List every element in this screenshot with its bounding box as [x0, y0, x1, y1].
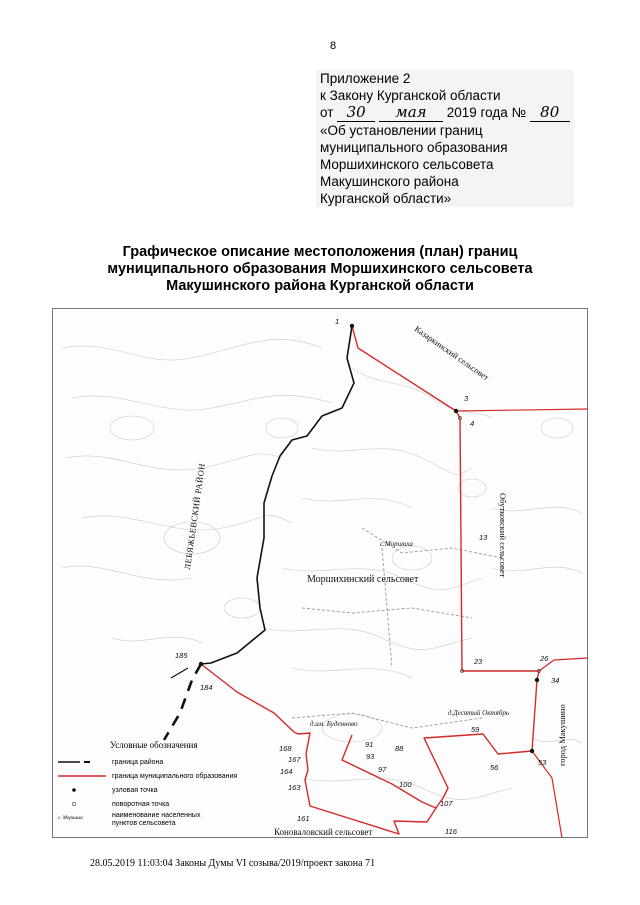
- point-53: 53: [538, 758, 547, 767]
- appendix-block: [316, 70, 574, 207]
- point-163: 163: [288, 783, 301, 792]
- legend-node-symbol: [72, 788, 76, 792]
- point-168: 168: [279, 744, 292, 753]
- footer-path: 28.05.2019 11:03:04 Законы Думы VI созыва/2019/проект закона 71: [90, 858, 376, 869]
- point-91: 91: [365, 740, 374, 749]
- date-prefix: от: [320, 105, 334, 120]
- legend-turn-label: поворотная точка: [112, 801, 170, 808]
- heading-line-2: муниципального образования Моршихинского сельсовета: [107, 261, 533, 277]
- legend-district-label: граница района: [112, 759, 164, 766]
- appendix-date-line: [320, 104, 570, 122]
- appendix-title: Приложение 2: [320, 71, 411, 86]
- label-kazarkinsky: Казаркинский сельсовет: [412, 323, 491, 383]
- point-3: 3: [464, 394, 469, 403]
- point-100: 100: [399, 780, 412, 789]
- node-1: [350, 324, 354, 328]
- heading-line-3: Макушинского района Курганской области: [166, 278, 474, 294]
- label-desyaty-oktyabr: д.Десятый Октябрь: [448, 709, 510, 717]
- date-day: 30: [346, 103, 366, 121]
- date-year: 2019 года №: [446, 105, 526, 120]
- document-heading: [40, 244, 600, 295]
- point-1: 1: [335, 317, 340, 326]
- legend-municipal-label: граница муниципального образования: [112, 773, 238, 780]
- appendix-subject-5: Курганской области»: [320, 191, 452, 206]
- heading-line-1: Графическое описание местоположения (план) границ: [122, 244, 518, 260]
- node-34: [535, 678, 539, 682]
- date-day-field: [337, 104, 375, 122]
- point-88: 88: [395, 744, 404, 753]
- appendix-subject-1: «Об установлении границ: [320, 123, 483, 138]
- node-184: [199, 662, 203, 666]
- point-164: 164: [280, 767, 293, 776]
- legend-settlement-label-line1: наименование населенных: [112, 812, 201, 819]
- appendix-subject-4: Макушинского района: [320, 174, 459, 189]
- legend-node-label: узловая точка: [112, 787, 158, 794]
- label-konovalovsky: Коноваловский сельсовет: [274, 827, 373, 837]
- page-number: 8: [330, 40, 337, 52]
- point-107: 107: [440, 799, 453, 808]
- node-53: [530, 749, 534, 753]
- label-makushino: город Макушино: [557, 704, 567, 766]
- law-number: 80: [540, 103, 560, 121]
- label-budennovo: д.им. Буденново: [310, 720, 358, 728]
- legend-settlement-label-line2: пунктов сельсовета: [112, 820, 176, 827]
- label-lebyazhevsky: ЛЕБЯЖЬЕВСКИЙ РАЙОН: [182, 462, 207, 571]
- label-obutkovsky: Обутковский сельсовет: [498, 493, 508, 578]
- date-month: мая: [395, 103, 427, 121]
- appendix-subject-2: муниципального образования: [320, 140, 508, 155]
- point-97: 97: [378, 765, 387, 774]
- point-34: 34: [551, 676, 560, 685]
- point-23: 23: [474, 657, 483, 666]
- label-morshikha-village: с.Моршиха: [380, 540, 413, 548]
- law-number-field: [530, 104, 570, 122]
- point-13: 13: [479, 533, 488, 542]
- point-4: 4: [470, 419, 475, 428]
- appendix-subject-3: Моршихинского сельсовета: [320, 157, 494, 172]
- point-185: 185: [175, 651, 188, 660]
- legend-title: Условные обозначения: [110, 740, 198, 750]
- legend-settlement-symbol: с. Моршиха: [58, 816, 83, 821]
- boundary-map: [52, 308, 588, 838]
- point-59: 59: [471, 725, 480, 734]
- point-184: 184: [200, 683, 213, 692]
- label-morshikhinsky: Моршихинский сельсовет: [307, 574, 419, 585]
- date-month-field: [379, 104, 443, 122]
- point-116: 116: [445, 827, 457, 836]
- point-167: 167: [288, 755, 301, 764]
- point-56: 56: [490, 763, 499, 772]
- point-93: 93: [366, 752, 375, 761]
- appendix-law: к Закону Курганской области: [320, 88, 501, 103]
- point-26: 26: [540, 654, 549, 663]
- point-161: 161: [297, 814, 310, 823]
- node-3: [454, 409, 458, 413]
